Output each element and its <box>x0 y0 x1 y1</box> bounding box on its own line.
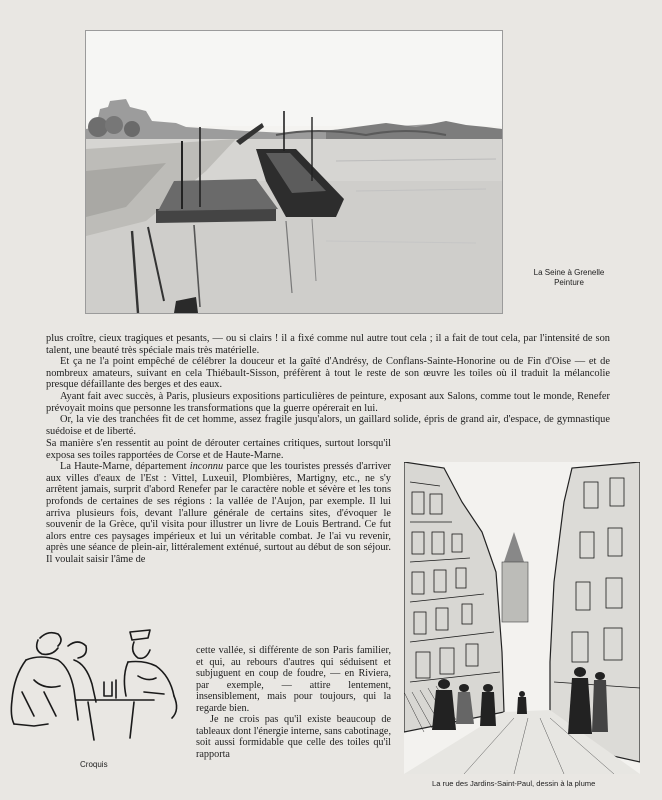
paragraph-6: Je ne crois pas qu'il existe beaucoup de tableaux dont l'énergie interne, sans cabotinage, soit aussi formidable que celle des toiles qu'il rapporta <box>196 714 391 760</box>
article-text-left-column <box>46 438 391 566</box>
paragraph-4-end: Sa manière s'en ressentit au point de dérouter certaines critiques, surtout lorsqu'il exposa ses toiles rapportées de Corse et de Haute-Marne. <box>46 438 391 461</box>
paragraph-3: Ayant fait avec succès, à Paris, plusieurs expositions particulières de peinture, exposant aux Salons, comme tout le monde, Renefer prévoyait moins que personne les transformations que la guerre opérerait en lui. <box>46 390 610 414</box>
paragraph-5-end: cette vallée, si différente de son Paris familier, et qui, au rebours d'autres qui séduisent et subjuguent en coup de foudre, — en Riviera, par exemple, — attire lentement, insensiblement, mais pour toujours, qui la regarde bien. <box>196 645 391 714</box>
paragraph-5-rest: parce que les touristes pressés d'arriver aux villes d'eaux de l'Est : Vittel, Luxeuil, Plombières, Martigny, etc., ne s'y arrêtent jamais, surprit d'abord Renefer par le caractère noble et sévère et les tons profonds de certaines de ses régions : la vallée de l'Aujon, par exemple. Il lui arriva plusieurs fois, devant l'allure générale de certains sites, d'évoquer le souvenir de la Grèce, qu'il visita pour illustrer un livre de Louis Bertrand. Ce fut alors entre ces paysages impérieux et lui un véritable combat. Je l'ai vu revenir, après une séance de plein-air, littéralement exténué, surtout au début de son séjour. Il voulait saisir l'âme de <box>46 461 391 565</box>
painting-caption <box>524 268 614 288</box>
paragraph-5 <box>46 461 391 565</box>
paragraph-4-start: Or, la vie des tranchées fit de cet homme, assez fragile jusqu'alors, un gaillard solide, épris de grand air, d'espace, de gymnastique suédoise et de liberté. <box>46 414 610 437</box>
paragraph-2: Et ça ne l'a point empêché de célébrer la douceur et la gaîté d'Andrésy, de Conflans-Sainte-Honorine ou de Fin d'Oise — et de nombreux amateurs, suivant en cela Thiébault-Sisson, préfèrent à tout le reste de son œuvre les toiles où il traduit la mélancolie presque défaillante des berges et des eaux. <box>46 356 610 391</box>
croquis-caption: Croquis <box>80 760 108 769</box>
painting-la-seine-a-grenelle <box>85 30 503 314</box>
croquis-sketch <box>4 620 194 748</box>
street-drawing-caption: La rue des Jardins-Saint-Paul, dessin à la plume <box>432 779 596 788</box>
paragraph-1: plus croître, cieux tragiques et pesants, — ou si clairs ! il a fixé comme nul autre tout cela ; il a fait de tout cela, par l'intensité de son talent, une beauté très spéciale mais très matérielle. <box>46 333 610 356</box>
drawing-rue-des-jardins-saint-paul <box>404 462 640 774</box>
painting-caption-medium: Peinture <box>554 278 584 287</box>
paragraph-5-emphasis: inconnu <box>189 461 224 473</box>
article-text-narrow <box>196 645 391 760</box>
painting-caption-title: La Seine à Grenelle <box>533 268 605 277</box>
article-text-full-width <box>46 333 610 437</box>
paragraph-5-start: La Haute-Marne, département <box>60 461 187 473</box>
